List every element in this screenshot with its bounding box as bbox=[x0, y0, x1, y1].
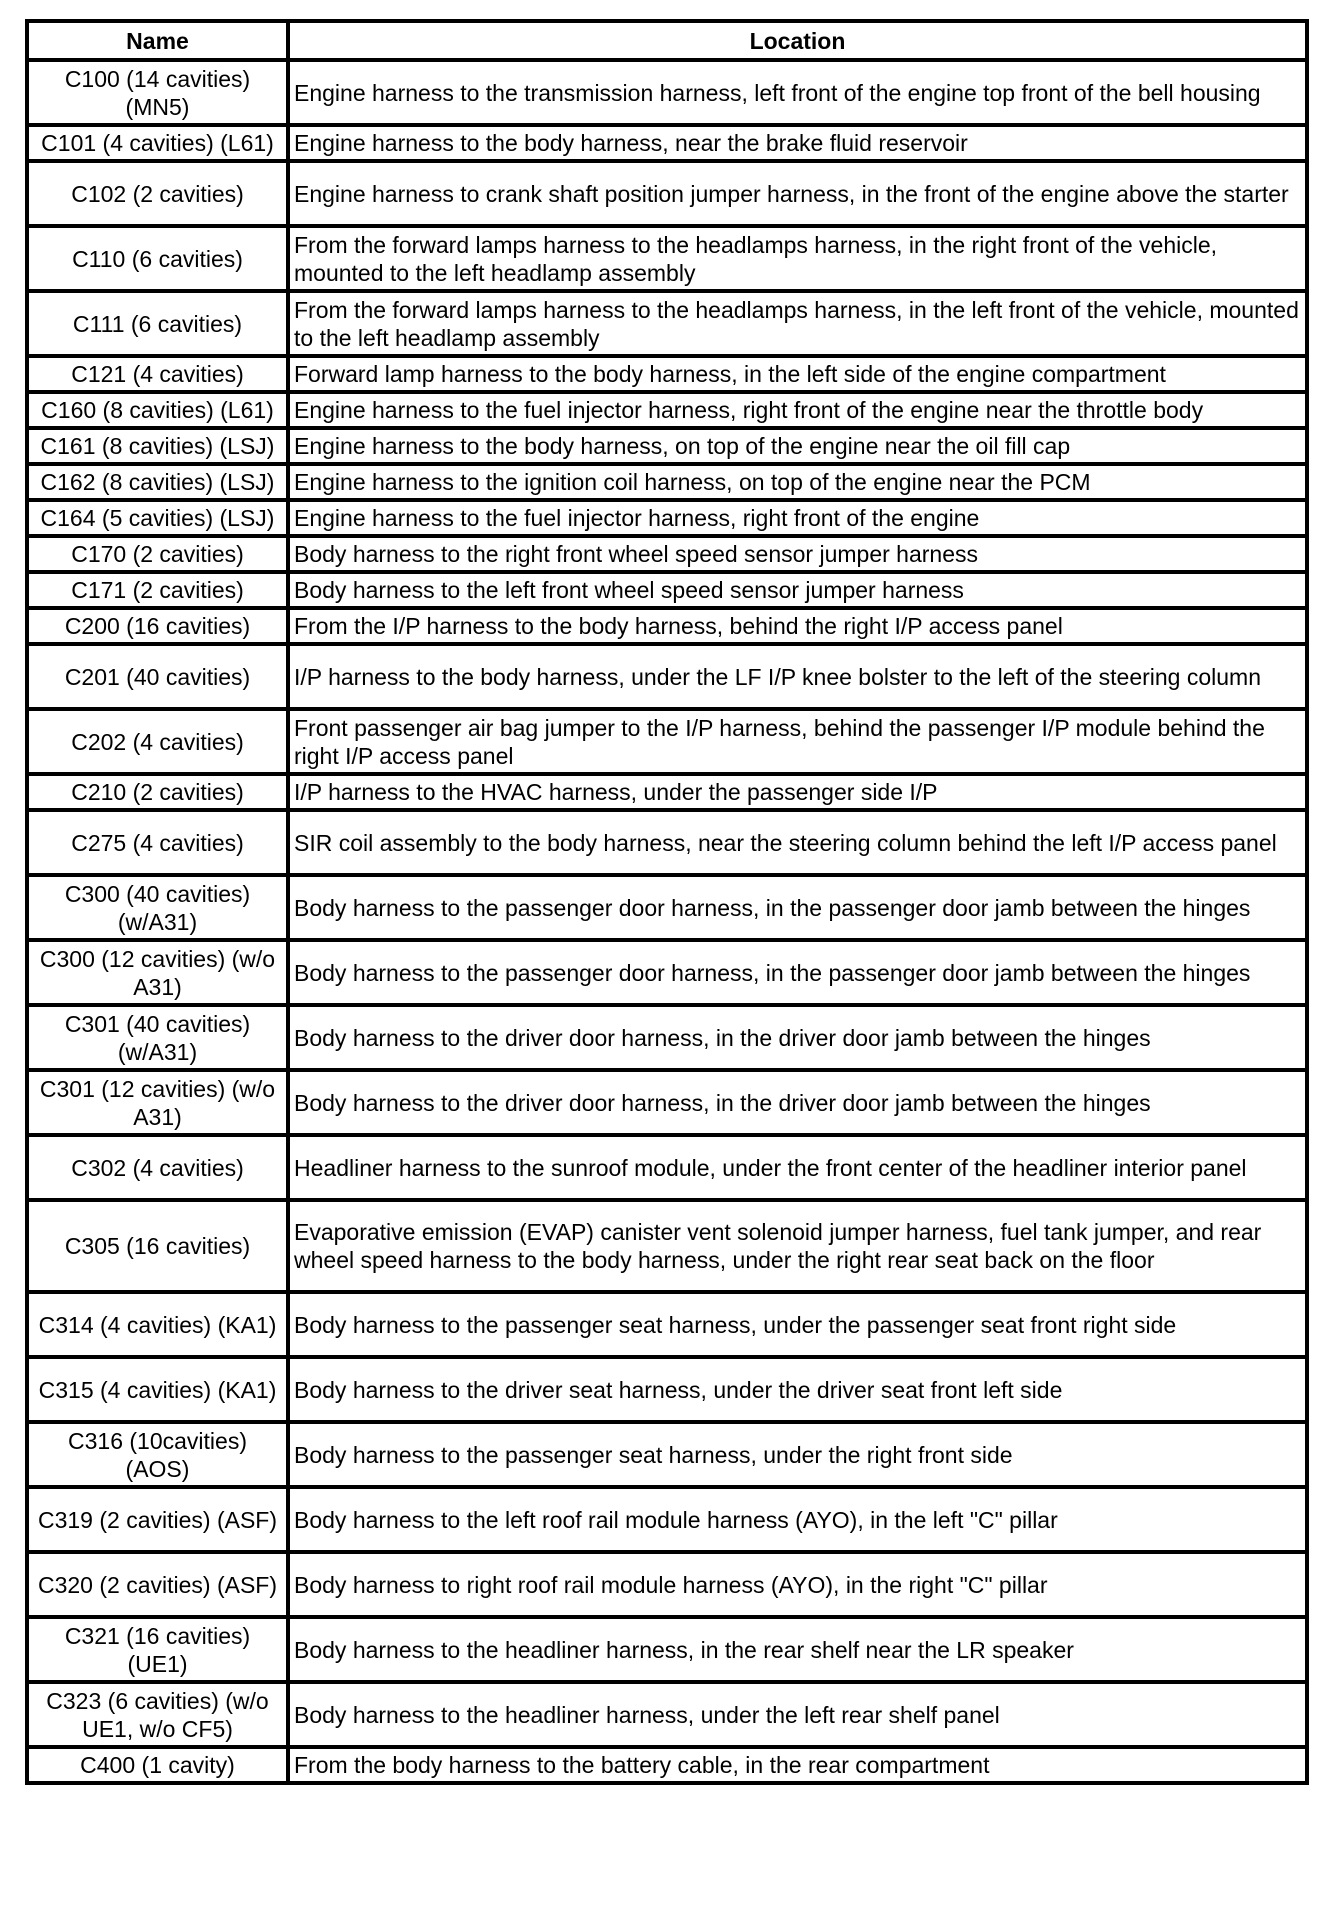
connector-location: Body harness to the driver door harness, in the driver door jamb between the hinges bbox=[288, 1070, 1307, 1135]
connector-location: Body harness to right roof rail module harness (AYO), in the right "C" pillar bbox=[288, 1552, 1307, 1617]
connector-name: C275 (4 cavities) bbox=[27, 810, 288, 875]
connector-name: C400 (1 cavity) bbox=[27, 1747, 288, 1783]
connector-location: Headliner harness to the sunroof module, under the front center of the headliner interior panel bbox=[288, 1135, 1307, 1200]
table-row bbox=[27, 1357, 1307, 1422]
connector-name: C320 (2 cavities) (ASF) bbox=[27, 1552, 288, 1617]
connector-location: Body harness to the headliner harness, under the left rear shelf panel bbox=[288, 1682, 1307, 1747]
connector-name: C301 (12 cavities) (w/o A31) bbox=[27, 1070, 288, 1135]
connector-name: C315 (4 cavities) (KA1) bbox=[27, 1357, 288, 1422]
table-row bbox=[27, 1422, 1307, 1487]
connector-location: From the forward lamps harness to the headlamps harness, in the left front of the vehicle, mounted to the left headlamp assembly bbox=[288, 291, 1307, 356]
connector-name: C160 (8 cavities) (L61) bbox=[27, 392, 288, 428]
connector-location: Body harness to the driver door harness, in the driver door jamb between the hinges bbox=[288, 1005, 1307, 1070]
connector-name: C171 (2 cavities) bbox=[27, 572, 288, 608]
connector-location: Body harness to the left front wheel speed sensor jumper harness bbox=[288, 572, 1307, 608]
table-row bbox=[27, 392, 1307, 428]
connector-name: C202 (4 cavities) bbox=[27, 709, 288, 774]
table-row bbox=[27, 428, 1307, 464]
connector-name: C121 (4 cavities) bbox=[27, 356, 288, 392]
connector-location: Body harness to the driver seat harness, under the driver seat front left side bbox=[288, 1357, 1307, 1422]
connector-location-table bbox=[25, 19, 1309, 1785]
connector-name: C201 (40 cavities) bbox=[27, 644, 288, 709]
connector-location: From the forward lamps harness to the headlamps harness, in the right front of the vehicle, mounted to the left headlamp assembly bbox=[288, 226, 1307, 291]
connector-name: C102 (2 cavities) bbox=[27, 161, 288, 226]
connector-location: Engine harness to the fuel injector harness, right front of the engine bbox=[288, 500, 1307, 536]
header-row bbox=[27, 21, 1307, 60]
table-row bbox=[27, 1292, 1307, 1357]
table-row bbox=[27, 291, 1307, 356]
connector-location: I/P harness to the body harness, under the LF I/P knee bolster to the left of the steering column bbox=[288, 644, 1307, 709]
connector-name: C316 (10cavities) (AOS) bbox=[27, 1422, 288, 1487]
connector-location: Body harness to the headliner harness, in the rear shelf near the LR speaker bbox=[288, 1617, 1307, 1682]
table-row bbox=[27, 644, 1307, 709]
table-row bbox=[27, 1552, 1307, 1617]
table-row bbox=[27, 1682, 1307, 1747]
table-row bbox=[27, 572, 1307, 608]
connector-location: Engine harness to crank shaft position jumper harness, in the front of the engine above the starter bbox=[288, 161, 1307, 226]
table-row bbox=[27, 1487, 1307, 1552]
column-header-location: Location bbox=[288, 21, 1307, 60]
connector-location: Engine harness to the fuel injector harness, right front of the engine near the throttle body bbox=[288, 392, 1307, 428]
table-row bbox=[27, 1747, 1307, 1783]
connector-name: C321 (16 cavities) (UE1) bbox=[27, 1617, 288, 1682]
column-header-name: Name bbox=[27, 21, 288, 60]
connector-name: C111 (6 cavities) bbox=[27, 291, 288, 356]
connector-name: C210 (2 cavities) bbox=[27, 774, 288, 810]
connector-location: Body harness to the passenger seat harness, under the passenger seat front right side bbox=[288, 1292, 1307, 1357]
connector-location: Forward lamp harness to the body harness, in the left side of the engine compartment bbox=[288, 356, 1307, 392]
table-row bbox=[27, 608, 1307, 644]
connector-location: Body harness to the right front wheel speed sensor jumper harness bbox=[288, 536, 1307, 572]
connector-location: Body harness to the passenger door harness, in the passenger door jamb between the hinges bbox=[288, 940, 1307, 1005]
table-row bbox=[27, 161, 1307, 226]
connector-location: Body harness to the passenger seat harness, under the right front side bbox=[288, 1422, 1307, 1487]
connector-name: C164 (5 cavities) (LSJ) bbox=[27, 500, 288, 536]
connector-location: Engine harness to the body harness, on top of the engine near the oil fill cap bbox=[288, 428, 1307, 464]
table-row bbox=[27, 1135, 1307, 1200]
table-row bbox=[27, 464, 1307, 500]
connector-location: From the body harness to the battery cable, in the rear compartment bbox=[288, 1747, 1307, 1783]
connector-location: Engine harness to the transmission harness, left front of the engine top front of the bell housing bbox=[288, 60, 1307, 125]
table-row bbox=[27, 875, 1307, 940]
connector-name: C314 (4 cavities) (KA1) bbox=[27, 1292, 288, 1357]
connector-name: C101 (4 cavities) (L61) bbox=[27, 125, 288, 161]
table-row bbox=[27, 1617, 1307, 1682]
connector-name: C100 (14 cavities) (MN5) bbox=[27, 60, 288, 125]
table-row bbox=[27, 226, 1307, 291]
connector-name: C170 (2 cavities) bbox=[27, 536, 288, 572]
connector-name: C162 (8 cavities) (LSJ) bbox=[27, 464, 288, 500]
table-row bbox=[27, 125, 1307, 161]
connector-location: I/P harness to the HVAC harness, under the passenger side I/P bbox=[288, 774, 1307, 810]
connector-location: Engine harness to the ignition coil harness, on top of the engine near the PCM bbox=[288, 464, 1307, 500]
connector-location: Front passenger air bag jumper to the I/P harness, behind the passenger I/P module behind the right I/P access panel bbox=[288, 709, 1307, 774]
table-row bbox=[27, 810, 1307, 875]
connector-name: C319 (2 cavities) (ASF) bbox=[27, 1487, 288, 1552]
connector-location: SIR coil assembly to the body harness, near the steering column behind the left I/P access panel bbox=[288, 810, 1307, 875]
connector-location: From the I/P harness to the body harness, behind the right I/P access panel bbox=[288, 608, 1307, 644]
connector-name: C161 (8 cavities) (LSJ) bbox=[27, 428, 288, 464]
table-row bbox=[27, 709, 1307, 774]
connector-location: Evaporative emission (EVAP) canister vent solenoid jumper harness, fuel tank jumper, and rear wheel speed harness to the body harness, under the right rear seat back on the floor bbox=[288, 1200, 1307, 1292]
table-row bbox=[27, 356, 1307, 392]
connector-name: C300 (12 cavities) (w/o A31) bbox=[27, 940, 288, 1005]
connector-name: C302 (4 cavities) bbox=[27, 1135, 288, 1200]
connector-name: C323 (6 cavities) (w/o UE1, w/o CF5) bbox=[27, 1682, 288, 1747]
connector-name: C200 (16 cavities) bbox=[27, 608, 288, 644]
connector-table-container bbox=[25, 19, 1305, 1785]
connector-name: C301 (40 cavities) (w/A31) bbox=[27, 1005, 288, 1070]
table-row bbox=[27, 1005, 1307, 1070]
table-row bbox=[27, 536, 1307, 572]
table-row bbox=[27, 1200, 1307, 1292]
table-row bbox=[27, 940, 1307, 1005]
connector-location: Engine harness to the body harness, near the brake fluid reservoir bbox=[288, 125, 1307, 161]
table-row bbox=[27, 60, 1307, 125]
table-row bbox=[27, 500, 1307, 536]
connector-name: C305 (16 cavities) bbox=[27, 1200, 288, 1292]
connector-name: C300 (40 cavities) (w/A31) bbox=[27, 875, 288, 940]
connector-name: C110 (6 cavities) bbox=[27, 226, 288, 291]
connector-location: Body harness to the left roof rail module harness (AYO), in the left "C" pillar bbox=[288, 1487, 1307, 1552]
table-row bbox=[27, 774, 1307, 810]
connector-location: Body harness to the passenger door harness, in the passenger door jamb between the hinges bbox=[288, 875, 1307, 940]
table-row bbox=[27, 1070, 1307, 1135]
